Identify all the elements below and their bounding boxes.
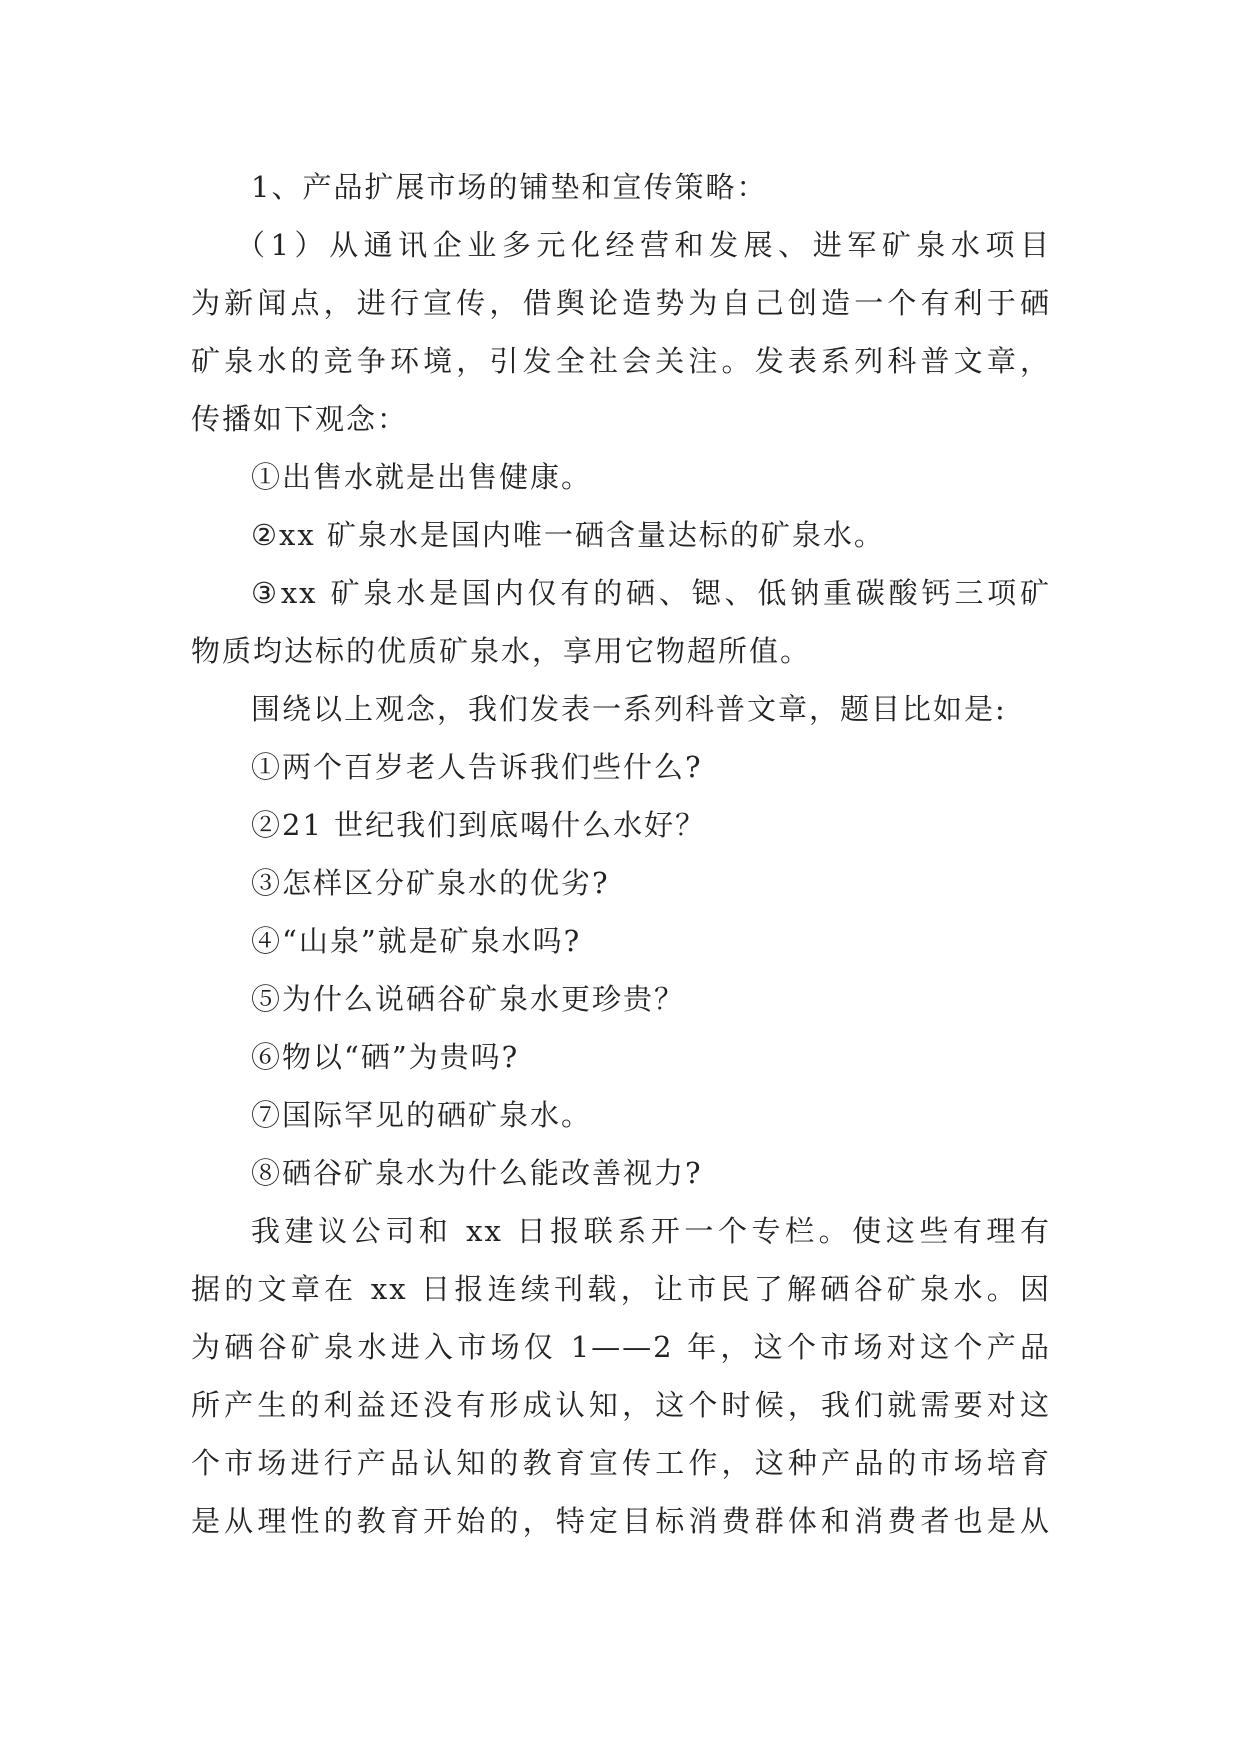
article-title-item: ③怎样区分矿泉水的优劣? — [251, 866, 610, 900]
paragraph-line: 是从理性的教育开始的，特定目标消费群体和消费者也是从 — [191, 1504, 1051, 1538]
paragraph-line: 所产生的利益还没有形成认知，这个时候，我们就需要对这 — [191, 1388, 1051, 1422]
paragraph-line: 个市场进行产品认知的教育宣传工作，这种产品的市场培育 — [191, 1446, 1051, 1480]
article-title-item: ⑥物以“硒”为贵吗? — [251, 1040, 520, 1074]
concept-item: ③xx 矿泉水是国内仅有的硒、锶、低钠重碳酸钙三项矿 — [251, 576, 1051, 610]
concept-item: ②xx 矿泉水是国内唯一硒含量达标的矿泉水。 — [251, 518, 885, 552]
article-title-item: ①两个百岁老人告诉我们些什么? — [251, 750, 703, 784]
document-body — [191, 158, 1051, 1550]
article-title-item: ⑦国际罕见的硒矿泉水。 — [251, 1098, 593, 1132]
paragraph-line: （1）从通讯企业多元化经营和发展、进军矿泉水项目 — [236, 228, 1051, 262]
paragraph-line: 为硒谷矿泉水进入市场仅 1——2 年，这个市场对这个产品 — [191, 1330, 1051, 1364]
articles-intro: 围绕以上观念，我们发表一系列科普文章，题目比如是: — [251, 692, 1007, 726]
concept-item-continued: 物质均达标的优质矿泉水，享用它物超所值。 — [191, 634, 812, 668]
concept-item: ①出售水就是出售健康。 — [251, 460, 593, 494]
paragraph-line: 为新闻点，进行宣传，借舆论造势为自己创造一个有利于硒 — [191, 286, 1051, 320]
article-title-item: ⑤为什么说硒谷矿泉水更珍贵？ — [251, 982, 686, 1016]
paragraph-line: 传播如下观念： — [191, 402, 409, 436]
article-title-item: ⑧硒谷矿泉水为什么能改善视力? — [251, 1156, 703, 1190]
article-title-item: ④“山泉”就是矿泉水吗? — [251, 924, 582, 958]
paragraph-line: 矿泉水的竞争环境，引发全社会关注。发表系列科普文章， — [191, 344, 1051, 378]
paragraph-line: 据的文章在 xx 日报连续刊载，让市民了解硒谷矿泉水。因 — [191, 1272, 1051, 1306]
section-heading: 1、产品扩展市场的铺垫和宣传策略： — [251, 170, 768, 204]
article-title-item: ②21 世纪我们到底喝什么水好？ — [251, 808, 707, 842]
paragraph-line: 我建议公司和 xx 日报联系开一个专栏。使这些有理有 — [251, 1214, 1051, 1248]
